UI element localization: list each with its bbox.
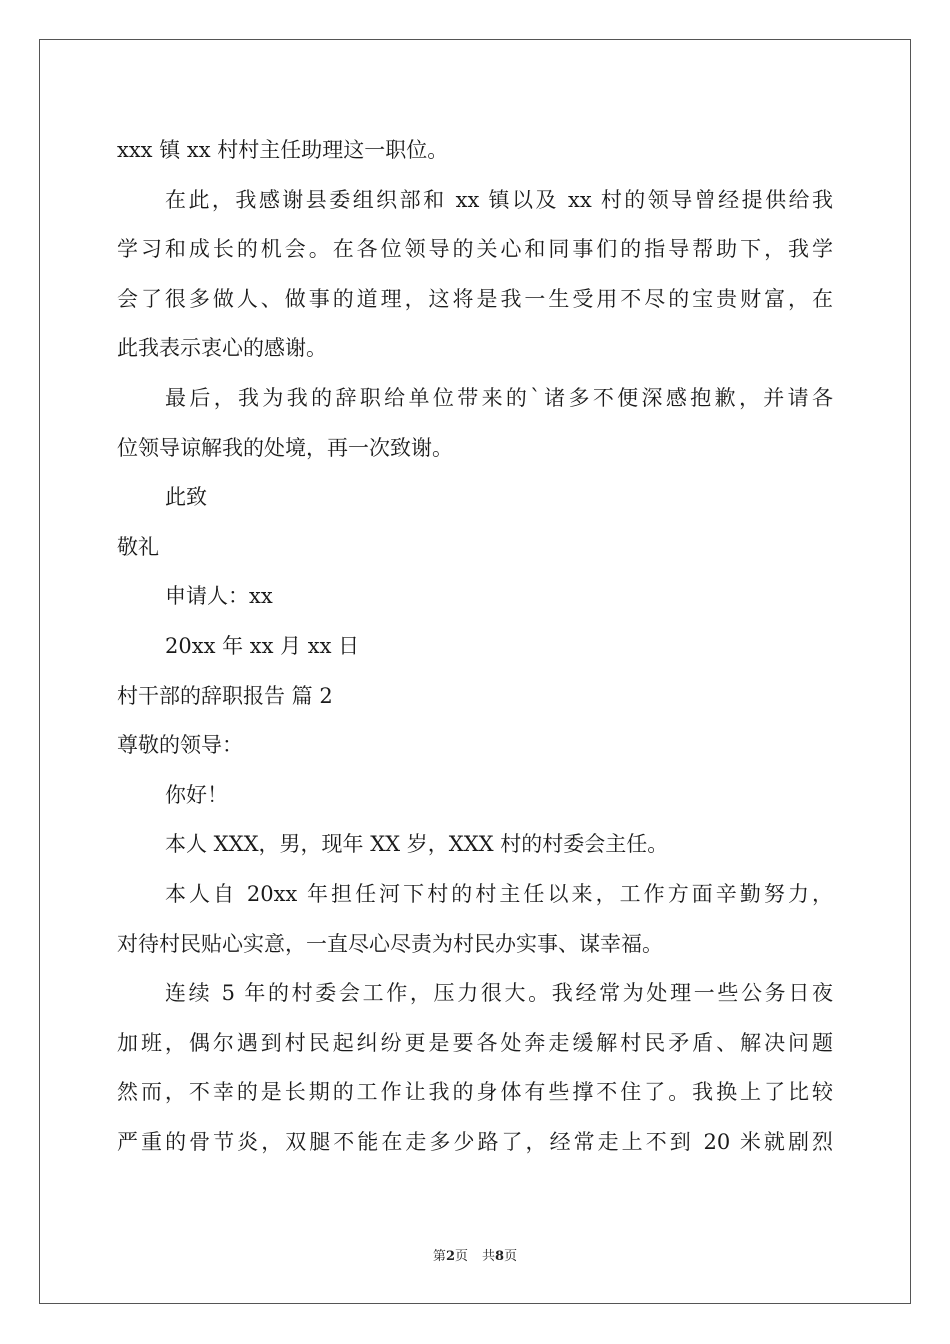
document-body [117,126,833,1167]
page-prefix: 第 [432,1249,446,1264]
text-line: 然而，不幸的是长期的工作让我的身体有些撑不住了。我换上了比较 [117,1080,833,1105]
text-line: 位领导谅解我的处境，再一次致谢。 [117,435,453,460]
closing-respect: 敬礼 [117,534,159,559]
text-line: 最后，我为我的辞职给单位带来的`诸多不便深感抱歉，并请各 [165,385,833,410]
text-line: 此我表示衷心的感谢。 [117,336,327,361]
applicant-signature: 申请人：xx [165,584,273,609]
text-line: 本人 XXX，男，现年 XX 岁，XXX 村的村委会主任。 [165,832,669,857]
text-line: 加班，偶尔遇到村民起纠纷更是要各处奔走缓解村民矛盾、解决问题 [117,1030,833,1055]
text-line: 严重的骨节炎，双腿不能在走多少路了，经常走上不到 20 米就剧烈 [117,1129,833,1154]
total-pages: 8 [495,1249,505,1264]
text-line: 会了很多做人、做事的道理，这将是我一生受用不尽的宝贵财富，在 [117,286,833,311]
total-prefix: 共 [482,1249,496,1264]
closing-salutation: 此致 [165,485,207,510]
text-line: 在此，我感谢县委组织部和 xx 镇以及 xx 村的领导曾经提供给我 [165,187,833,212]
total-suffix: 页 [504,1249,518,1264]
text-line: 学习和成长的机会。在各位领导的关心和同事们的指导帮助下，我学 [117,237,833,262]
page-footer [0,1245,950,1264]
letter-date: 20xx 年 xx 月 xx 日 [165,633,360,658]
greeting-addressee: 尊敬的领导： [117,733,243,758]
greeting: 你好！ [165,782,228,807]
page-suffix: 页 [454,1249,468,1264]
section-title: 村干部的辞职报告 篇 2 [117,683,333,708]
text-line: xxx 镇 xx 村村主任助理这一职位。 [117,138,449,162]
page-number: 2 [445,1249,455,1264]
text-line: 连续 5 年的村委会工作，压力很大。我经常为处理一些公务日夜 [165,981,833,1006]
text-line: 对待村民贴心实意，一直尽心尽责为村民办实事、谋幸福。 [117,931,663,956]
text-line: 本人自 20xx 年担任河下村的村主任以来，工作方面辛勤努力， [165,881,833,906]
